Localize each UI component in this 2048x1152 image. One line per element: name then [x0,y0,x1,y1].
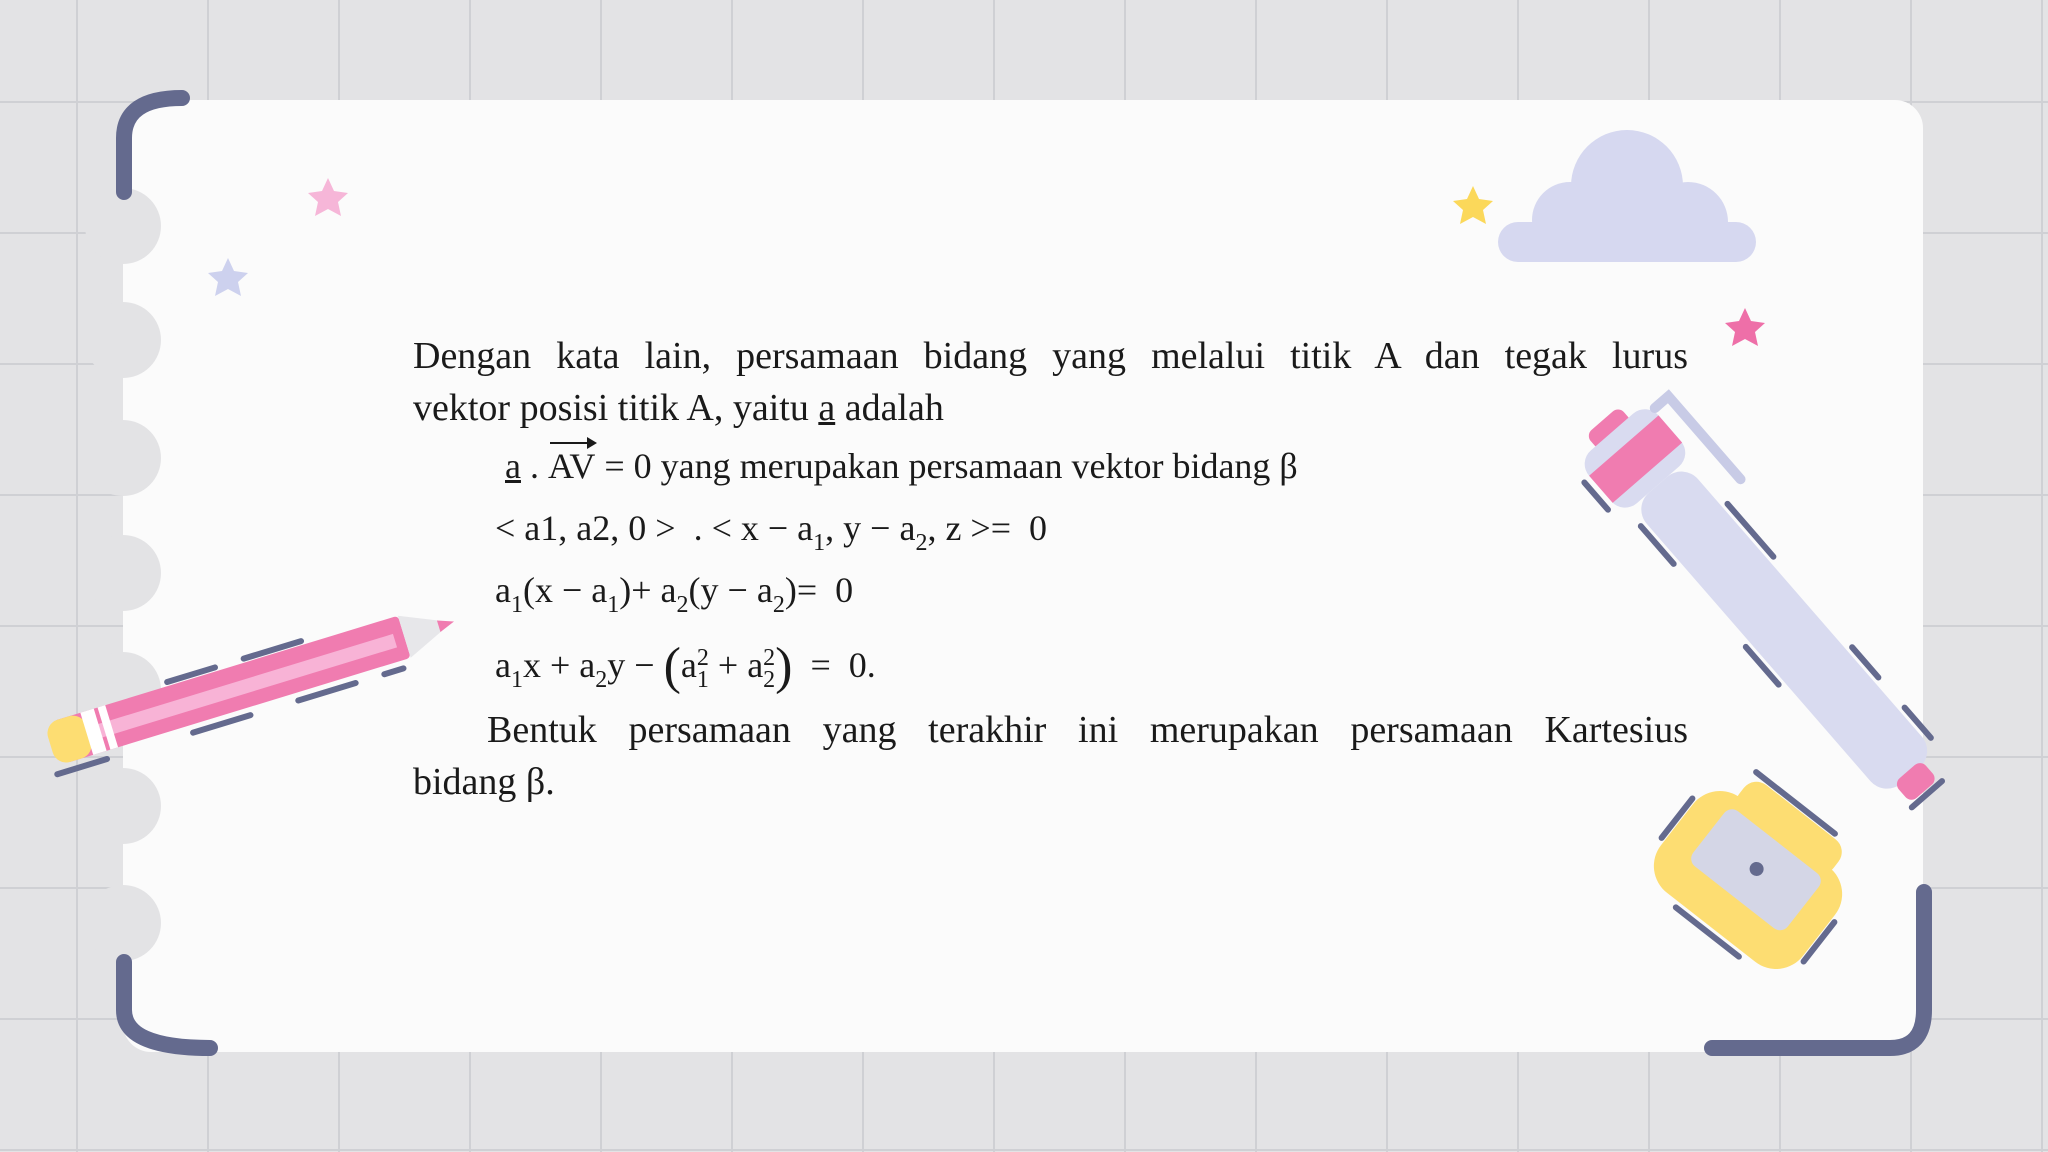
eq3-part-1: (x − a [522,570,608,610]
eq3-sub-4: 2 [772,592,785,618]
eq1-vector-a: a [505,446,521,486]
eq4-sup-2: 2 [763,644,776,671]
paragraph-2-line-1: Bentuk persamaan yang terakhir ini merupakan persamaan Kartesius [487,709,1688,751]
eq4-sub-1b: 1 [696,666,709,693]
eq3-sub-2: 1 [607,592,620,618]
eq4-sub-1: 1 [510,667,523,693]
eq4-sub-2: 2 [595,667,608,693]
eq3-sub-1: 1 [510,592,523,618]
paragraph-1-line-2 [413,382,1688,434]
frame-corner-bottom-left [124,962,210,1048]
eq3-part-3: (y − a [688,570,773,610]
eq3-part-4: )= 0 [784,570,854,610]
content-text [413,330,1688,808]
eq4-x: x + a [522,645,596,685]
eq1-dot: . [520,446,548,486]
eq1-rest: = 0 [595,446,661,486]
eq4-sub-2b: 2 [763,666,776,693]
frame-corner-top-left [124,98,182,192]
eq3-part-2: )+ a [619,570,677,610]
paragraph-1-line-2-start: vektor posisi titik A, yaitu [413,387,819,429]
eq2-text-3: , z >= 0 [927,508,1048,548]
equation-4 [495,626,1688,704]
paragraph-1-line-1: Dengan kata lain, persamaan bidang yang melalui titik A dan tegak lurus [413,335,1688,377]
eq4-end: = 0. [792,645,876,685]
equation-2 [495,502,1688,564]
star-icon-magenta [1725,308,1765,346]
eq3-a: a [495,570,511,610]
eq4-y: y − [607,645,664,685]
star-icon-yellow [1453,186,1493,224]
equation-3 [495,564,1688,626]
eq2-text-2: , y − a [825,508,916,548]
eq4-open-paren: ( [663,638,681,695]
star-icon-lavender [208,258,248,296]
eq1-vector-av: AV [548,440,595,492]
equation-1 [505,440,1688,502]
eq4-a: a [495,645,511,685]
star-icon-pink [308,178,348,216]
pencil-icon [41,597,463,775]
eq2-text: < a1, a2, 0 > . < x − a [495,508,814,548]
eq4-plus: + a [708,645,764,685]
eq2-sub-1: 1 [813,530,826,556]
eq4-script-2 [763,644,776,693]
eq4-sup-1: 2 [696,644,709,671]
eq3-sub-3: 2 [676,592,689,618]
eq4-close-paren: ) [775,638,793,695]
eq1-description: yang merupakan persamaan vektor bidang β [660,446,1298,486]
vector-a: a [818,387,836,429]
paragraph-2-line-2: bidang β. [413,761,555,803]
paragraph-1-line-2-end: adalah [835,387,944,429]
eq4-script-1 [696,644,709,693]
eq4-a1: a [680,645,697,685]
cloud-icon [1498,130,1756,262]
eq2-sub-2: 2 [915,530,928,556]
